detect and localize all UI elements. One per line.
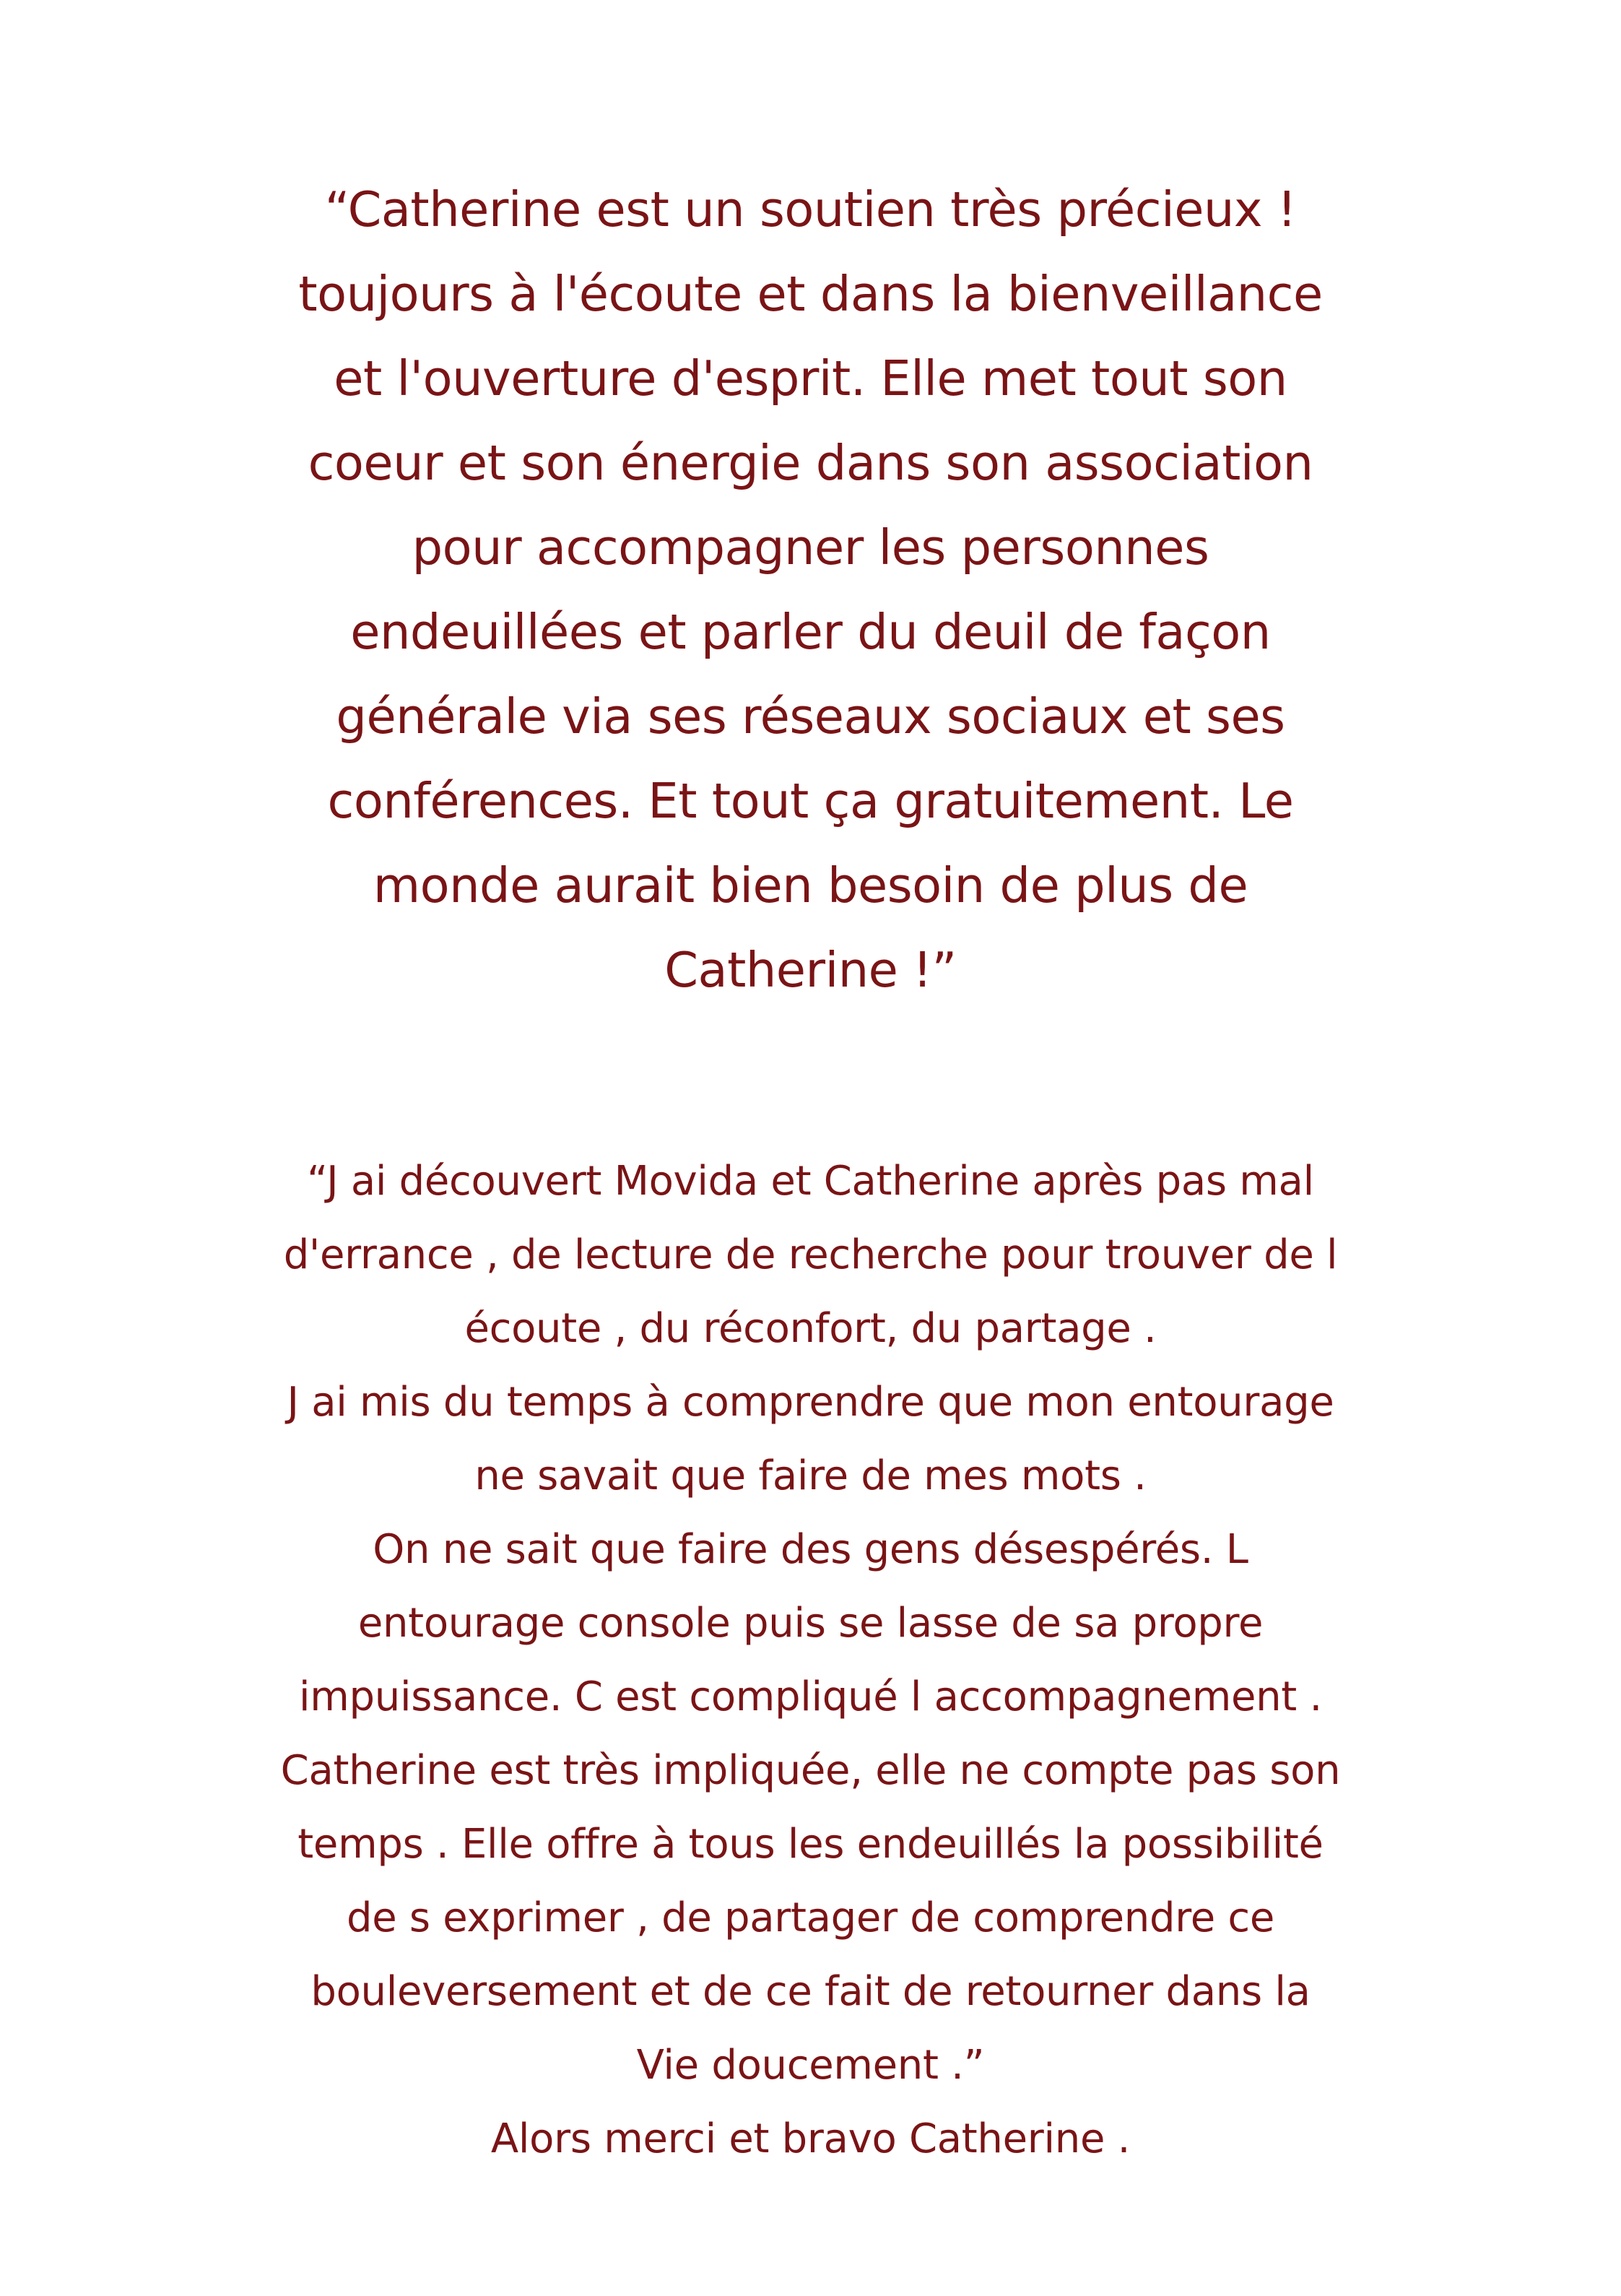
quote-line: “Catherine est un soutien très précieux ! — [324, 181, 1297, 238]
quote-line: temps . Elle offre à tous les endeuillés la possibilité — [297, 1821, 1324, 1868]
testimonial-quote-2 — [130, 1145, 1491, 2176]
quote-line: entourage console puis se lasse de sa propre — [357, 1600, 1264, 1647]
quote-line: ne savait que faire de mes mots . — [474, 1452, 1147, 1499]
quote-line: toujours à l'écoute et dans la bienveillance — [298, 266, 1323, 322]
quote-line: impuissance. C est compliqué l accompagnement . — [299, 1673, 1322, 1720]
quote-line: et l'ouverture d'esprit. Elle met tout son — [334, 350, 1287, 407]
testimonial-quote-1 — [130, 168, 1491, 1013]
quote-line: pour accompagner les personnes — [412, 519, 1209, 576]
quote-line: monde aurait bien besoin de plus de — [373, 857, 1248, 914]
quote-line: coeur et son énergie dans son association — [308, 435, 1313, 491]
quote-line: endeuillées et parler du deuil de façon — [350, 604, 1271, 660]
quote-line: de s exprimer , de partager de comprendre ce — [346, 1894, 1275, 1941]
quote-line: générale via ses réseaux sociaux et ses — [336, 688, 1285, 745]
quote-line: On ne sait que faire des gens désespérés. L — [373, 1526, 1248, 1573]
quote-line: d'errance , de lecture de recherche pour trouver de l — [283, 1231, 1338, 1278]
quote-line: Catherine est très impliquée, elle ne compte pas son — [280, 1747, 1341, 1794]
quote-line: écoute , du réconfort, du partage . — [464, 1305, 1157, 1352]
quote-line: “J ai découvert Movida et Catherine après pas mal — [307, 1158, 1314, 1205]
quote-line: J ai mis du temps à comprendre que mon entourage — [287, 1379, 1334, 1426]
quote-line: Vie doucement .” — [636, 2042, 985, 2089]
quote-line: Alors merci et bravo Catherine . — [490, 2115, 1131, 2162]
quote-line: bouleversement et de ce fait de retourner dans la — [310, 1968, 1311, 2015]
quote-line: Catherine !” — [664, 942, 957, 998]
quote-line: conférences. Et tout ça gratuitement. Le — [327, 773, 1294, 829]
